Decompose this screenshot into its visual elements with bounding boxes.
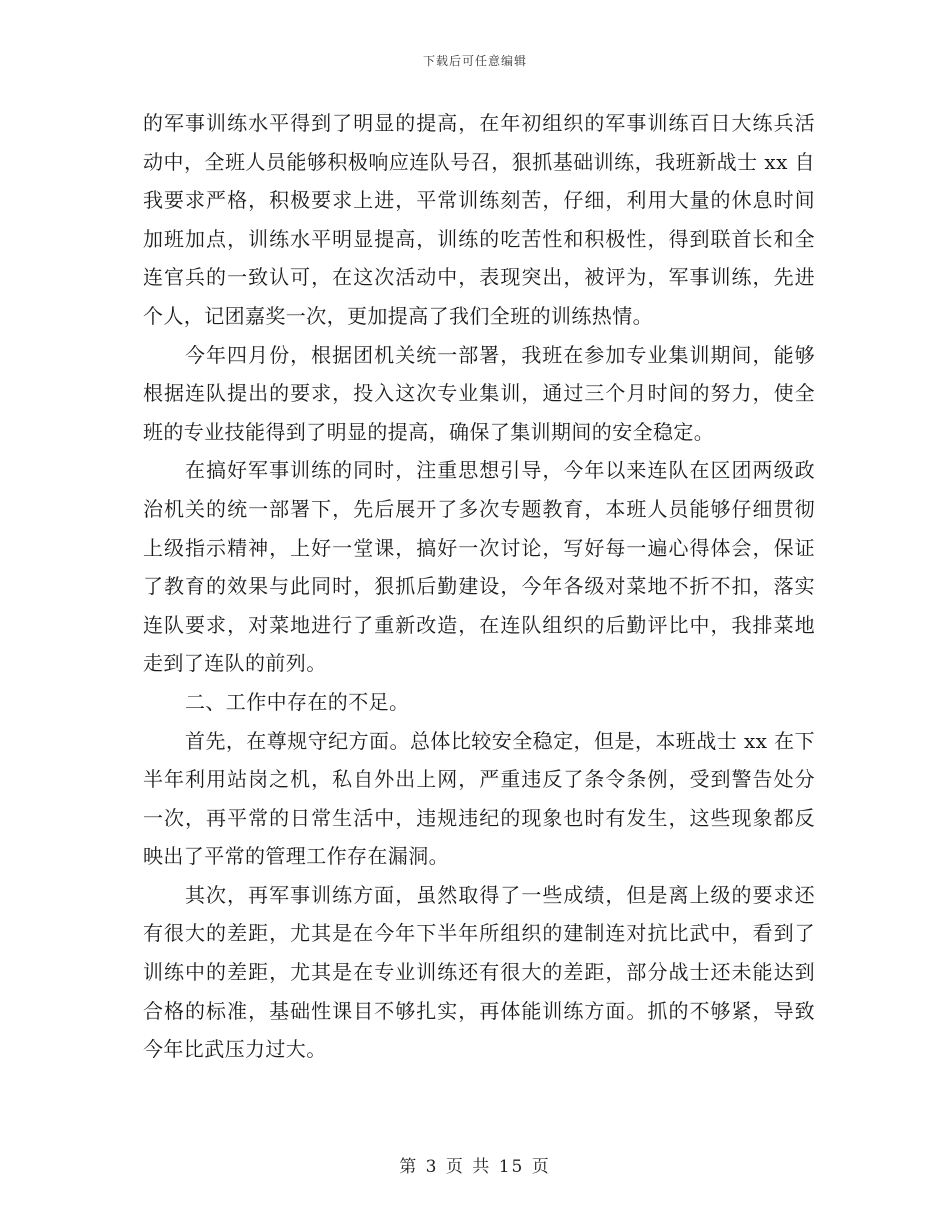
page-number: 第 3 页 共 15 页 xyxy=(399,1157,551,1177)
document-body xyxy=(143,104,815,1069)
page-header: 下载后可任意编辑 xyxy=(422,54,527,68)
paragraph-april-training: 今年四月份，根据团机关统一部署，我班在参加专业集训期间，能够根据连队提出的要求，投入这次专业集训，通过三个月时间的努力，使全班的专业技能得到了明显的提高，确保了集训期间的安全稳定。 xyxy=(143,342,815,444)
paragraph-continued: 的军事训练水平得到了明显的提高，在年初组织的军事训练百日大练兵活动中，全班人员能够积极响应连队号召，狠抓基础训练，我班新战士 xx 自我要求严格，积极要求上进，平常训练刻苦，仔细，利用大量的休息时间加班加点，训练水平明显提高，训练的吃苦性和积极性，得到联首长和全连官兵的一致认可，在这次活动中，表现突出，被评为，军事训练，先进个人，记团嘉奖一次，更加提高了我们全班的训练热情。 xyxy=(143,111,815,328)
paragraph-military-training-gap: 其次，再军事训练方面，虽然取得了一些成绩，但是离上级的要求还有很大的差距，尤其是在今年下半年所组织的建制连对抗比武中，看到了训练中的差距，尤其是在专业训练还有很大的差距，部分战士还未能达到合格的标准，基础性课目不够扎实，再体能训练方面。抓的不够紧，导致今年比武压力过大。 xyxy=(143,882,815,1062)
paragraph-discipline: 首先，在尊规守纪方面。总体比较安全稳定，但是，本班战士 xx 在下半年利用站岗之机，私自外出上网，严重违反了条令条例，受到警告处分一次，再平常的日常生活中，违规违纪的现象也时有发生，这些现象都反映出了平常的管理工作存在漏洞。 xyxy=(143,728,815,869)
section-heading-shortcomings: 二、工作中存在的不足。 xyxy=(185,689,410,714)
paragraph-ideology-logistics: 在搞好军事训练的同时，注重思想引导，今年以来连队在区团两级政治机关的统一部署下，先后展开了多次专题教育，本班人员能够仔细贯彻上级指示精神，上好一堂课，搞好一次讨论，写好每一遍心得体会，保证了教育的效果与此同时，狠抓后勤建设，今年各级对菜地不折不扣，落实连队要求，对菜地进行了重新改造，在连队组织的后勤评比中，我排菜地走到了连队的前列。 xyxy=(143,458,815,676)
